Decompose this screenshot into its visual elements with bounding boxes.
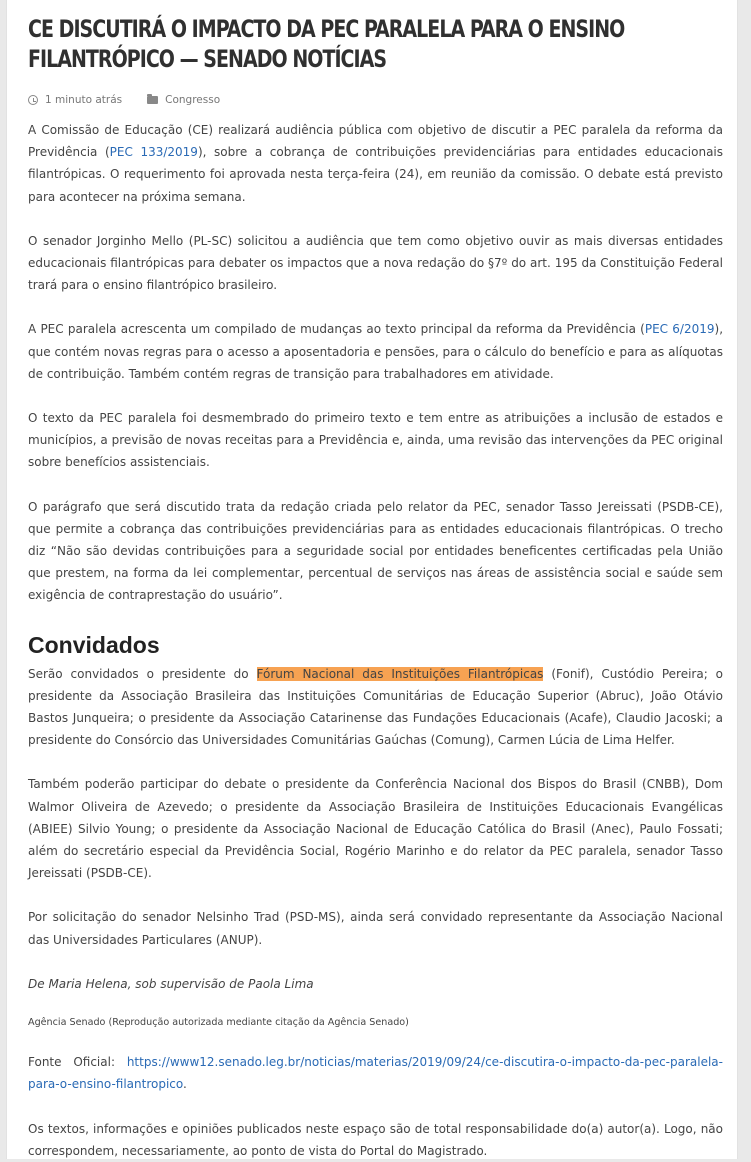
section-heading-convidados: Convidados	[28, 631, 160, 658]
article-title: CE DISCUTIRÁ O IMPACTO DA PEC PARALELA PARA O ENSINO FILANTRÓPICO — SENADO NOTÍCIAS	[28, 15, 625, 73]
paragraph-5: O parágrafo que será discutido trata da redação criada pelo relator da PEC, senador Tasso Jereissati (PSDB-CE), que permite a cobrança das contribuições previdenciárias para as entidades educacionais filantrópicas. O trecho diz “Não são devidas contribuições para a seguridade social por entidades beneficentes certificadas pela União que prestem, na forma da lei complementar, percentual de serviços nas áreas de assistência social e saúde sem exigência de contraprestação do usuário”.	[28, 499, 723, 603]
pec-133-link[interactable]: PEC 133/2019	[109, 145, 198, 160]
paragraph-6: Serão convidados o presidente do Fórum Nacional das Instituições Filantrópicas (Fonif), Custódio Pereira; o presidente da Associação Brasileira das Instituições Comunitárias de Educação Superior (Abruc), João Otávio Bastos Junqueira; o presidente da Associação Catarinense das Fundações Educacionais (Acafe), Claudio Jacoski; a presidente do Consórcio das Universidades Comunitárias Gaúchas (Comung), Carmen Lúcia de Lima Helfer.	[28, 666, 723, 748]
paragraph-3: A PEC paralela acrescenta um compilado de mudanças ao texto principal da reforma da Previdência (PEC 6/2019), que contém novas regras para o acesso a aposentadoria e pensões, para o cálculo do benefício e para as alíquotas de contribuição. Também contém regras de transição para trabalhadores em atividade.	[28, 322, 724, 381]
article-meta	[28, 93, 723, 107]
agency-credit: Agência Senado (Reprodução autorizada mediante citação da Agência Senado)	[28, 1017, 409, 1029]
paragraph-1: A Comissão de Educação (CE) realizará audiência pública com objetivo de discutir a PEC paralela da reforma da Previdência (PEC 133/2019), sobre a cobrança de contribuições previdenciárias para entidades educacionais filantrópicas. O requerimento foi aprovada nesta terça-feira (24), em reunião da comissão. O debate está previsto para acontecer na próxima semana.	[28, 123, 724, 204]
paragraph-4: O texto da PEC paralela foi desmembrado do primeiro texto e tem entre as atribuições a inclusão de estados e municípios, a previsão de novas receitas para a Previdência e, ainda, uma revisão das intervenções da PEC original sobre benefícios assistenciais.	[28, 411, 723, 470]
highlighted-text: Fórum Nacional das Instituições Filantrópicas	[256, 666, 544, 681]
article-card	[6, 0, 738, 1159]
paragraph-8: Por solicitação do senador Nelsinho Trad (PSD-MS), ainda será convidado representante da Associação Nacional das Universidades Particulares (ANUP).	[28, 910, 723, 947]
source-url-link[interactable]: https://www12.senado.leg.br/noticias/materias/2019/09/24/ce-discutira-o-impacto-da-pec-paralela-para-o-ensino-filantropico	[28, 1055, 723, 1092]
folder-icon	[147, 96, 158, 104]
clock-icon	[28, 95, 38, 105]
paragraph-7: Também poderão participar do debate o presidente da Conferência Nacional dos Bispos do Brasil (CNBB), Dom Walmor Oliveira de Azevedo; o presidente da Associação Brasileira de Instituições Educacionais Evangélicas (ABIEE) Silvio Young; o presidente da Associação Nacional de Educação Católica do Brasil (Anec), Paulo Fossati; além do secretário especial da Previdência Social, Rogério Marinho e do relator da PEC paralela, senador Tasso Jereissati (PSDB-CE).	[28, 777, 723, 881]
article-content	[28, 14, 723, 1162]
paragraph-2: O senador Jorginho Mello (PL-SC) solicitou a audiência que tem como objetivo ouvir as mais diversas entidades educacionais filantrópicas para debater os impactos que a nova redação do §7º do art. 195 da Constituição Federal trará para o ensino filantrópico brasileiro.	[28, 233, 723, 293]
pec-6-link[interactable]: PEC 6/2019	[644, 322, 715, 337]
meta-category-link[interactable]: Congresso	[165, 94, 221, 106]
byline: De Maria Helena, sob supervisão de Paola Lima	[28, 976, 314, 991]
disclaimer: Os textos, informações e opiniões publicados neste espaço são de total responsabilidade do(a) autor(a). Logo, não correspondem, necessariamente, ao ponto de vista do Portal do Magistrado.	[28, 1121, 723, 1158]
meta-time: 1 minuto atrás	[45, 94, 123, 106]
source-line: Fonte Oficial: https://www12.senado.leg.br/noticias/materias/2019/09/24/ce-discutira-o-impacto-da-pec-paralela-para-o-ensino-filantropico.	[28, 1055, 723, 1092]
